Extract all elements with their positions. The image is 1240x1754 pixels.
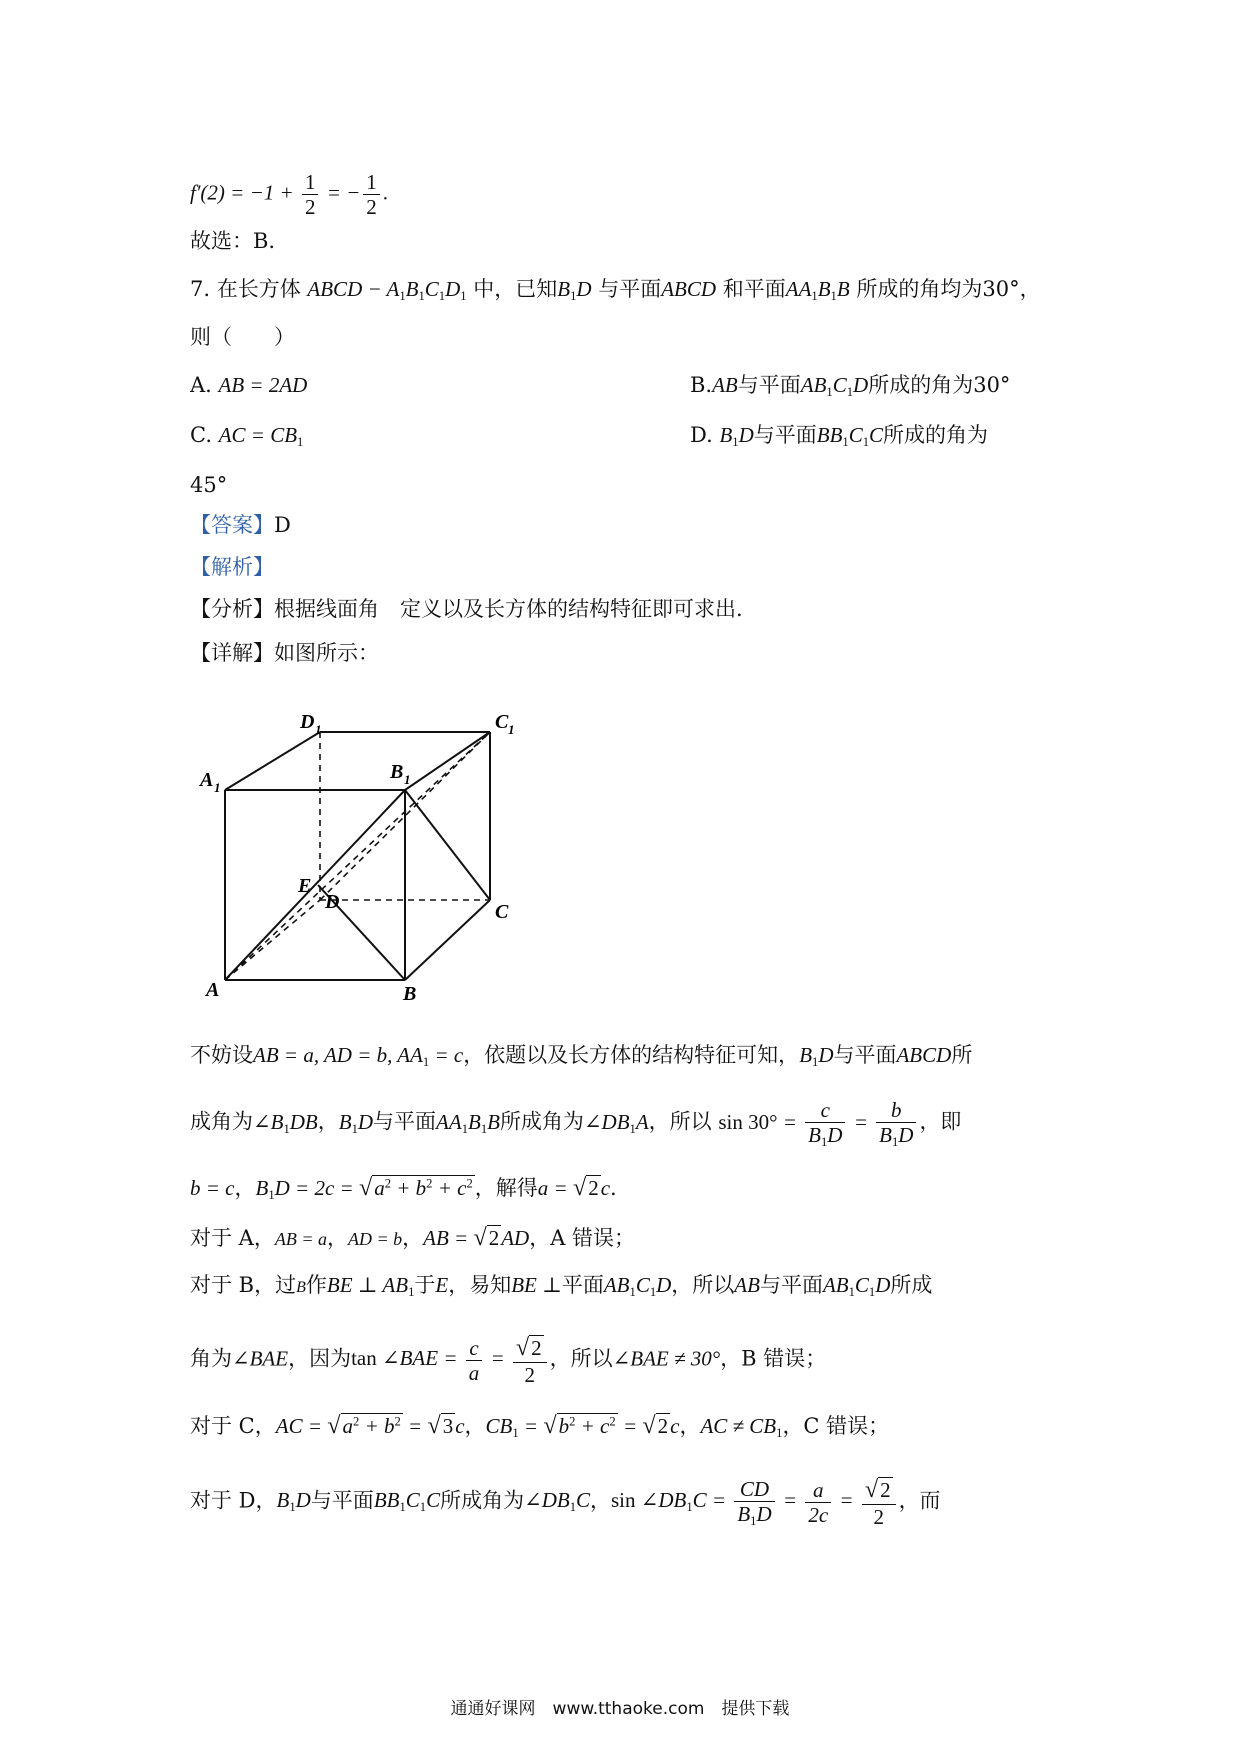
label-B: B	[403, 983, 417, 1005]
label-D: D	[325, 891, 340, 913]
analysis-c: 对于 C，AC = $√a^2 + b^2 = √3c$，$CB_1 = √b^2 + c^2 = √2c$，AC ≠ $CB_1$，C 错误；	[190, 1412, 890, 1440]
label-A1: A	[200, 769, 214, 791]
cuboid-figure	[190, 700, 550, 1010]
label-C1: C	[495, 711, 509, 733]
label-A: A	[206, 979, 220, 1001]
label-C: C	[495, 901, 509, 923]
label-B1: B	[390, 761, 404, 783]
gu-xuan-line: 故选：B.	[190, 229, 276, 253]
option-b: B.AB与平面$AB_1C_1D$所成的角为30°	[690, 373, 1011, 399]
question-7-line1: 7. 在长方体 ABCD − $A_1B_1C_1D_1$ 中，已知$B_1D$ 与平面ABCD 和平面$AA_1B_1B$ 所成的角均为30°，	[190, 277, 1041, 303]
derivative-result: f′(2) = −1 + $\frac{1}{2}$ = − $\frac{1}{2}$ .	[190, 170, 389, 220]
label-C1-sub: 1	[508, 722, 515, 737]
option-c: C. AC = $CB_1$	[190, 423, 304, 449]
xiangjie-line: 【详解】如图所示：	[190, 641, 379, 665]
option-a: A. AB = 2AD	[190, 373, 308, 397]
footer-source: 通通好课网 www.tthaoke.com 提供下载	[450, 1699, 790, 1719]
label-E: E	[298, 875, 312, 897]
analysis-b-2: 角为∠BAE，因为tan ∠BAE = $\frac{c}{a}$ = $\frac{√2}{2}$ ，所以∠BAE ≠ 30°，B 错误；	[190, 1334, 827, 1387]
fenxi-line: 【分析】根据线面角 定义以及长方体的结构特征即可求出.	[190, 597, 743, 621]
answer-line: 【答案】D	[190, 513, 291, 537]
question-7-line2: 则（ ）	[190, 325, 295, 349]
solution-line-3: b = c，$B_1D = 2c = √a^2 + b^2 + c^2$，解得a = √2c.	[190, 1174, 617, 1202]
analysis-d: 对于 D，$B_1D$与平面$BB_1C_1C$所成角为$\angle DB_1C$，$\sin \angle DB_1C$ = $\frac{CD}{B_1D}$ = $\frac{a}{2c}$ = $\frac{√2}{2}$ ，而	[190, 1476, 941, 1529]
label-D1: D	[300, 711, 315, 733]
label-B1-sub: 1	[404, 772, 411, 787]
solution-line-1: 不妨设AB = a, AD = b, $AA_1 = c$，依题以及长方体的结构特征可知，$B_1D$与平面ABCD所	[190, 1043, 973, 1069]
jiexi-line: 【解析】	[190, 555, 274, 579]
option-d-degree: 45°	[190, 473, 228, 497]
label-A1-sub: 1	[214, 780, 221, 795]
analysis-b: 对于 B，过B作BE ⊥ $AB_1$于E，易知BE ⊥平面$AB_1C_1D$，所以AB与平面$AB_1C_1D$所成	[190, 1273, 933, 1299]
analysis-a: 对于 A，AB = a，AD = b，AB = √2AD，A 错误；	[190, 1224, 636, 1251]
solution-line-2: 成角为$\angle B_1DB$，$B_1D$与平面$AA_1B_1B$所成角为$\angle DB_1A$，所以 sin 30° = $\frac{c}{B_1D}$ = $\frac{b}{B_1D}$ ，即	[190, 1098, 962, 1149]
label-D1-sub: 1	[315, 722, 322, 737]
option-d: D. $B_1D$与平面$BB_1C_1C$所成的角为	[690, 423, 989, 449]
